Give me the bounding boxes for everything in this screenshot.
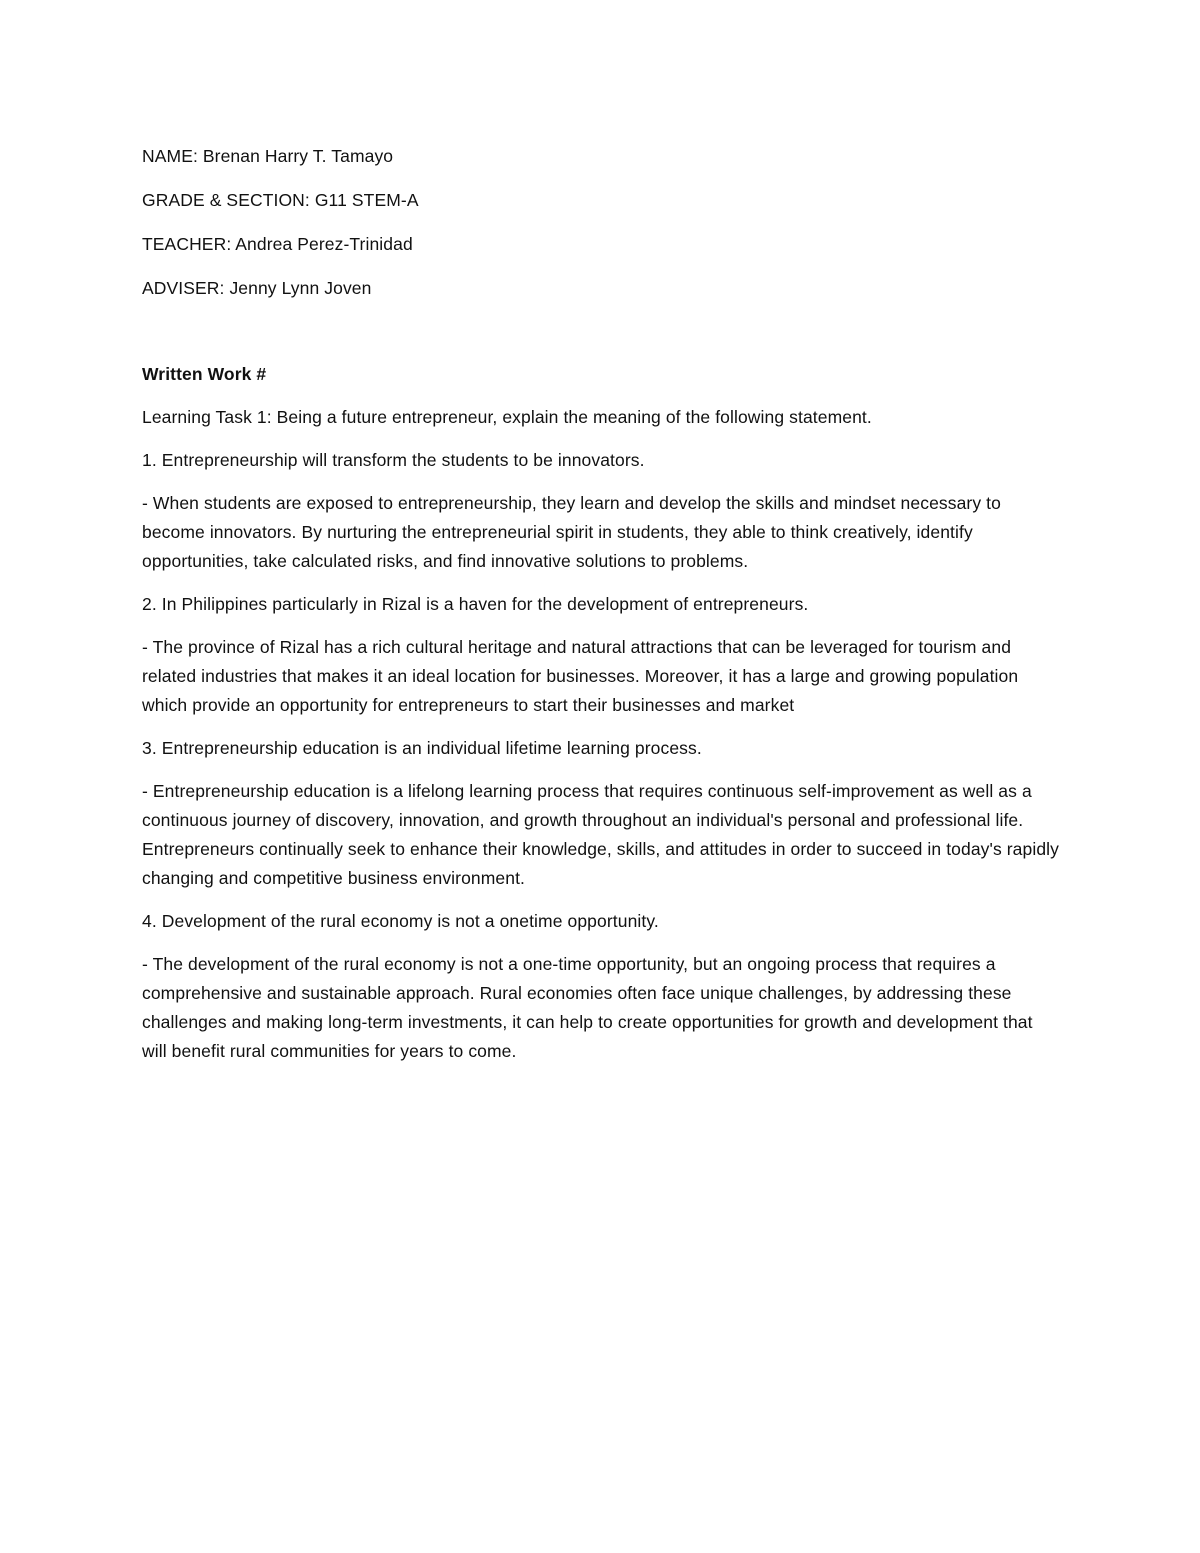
teacher-line: TEACHER: Andrea Perez-Trinidad — [142, 234, 413, 254]
answer-1: - When students are exposed to entrepreneurship, they learn and develop the skills and mindset necessary to become innovators. By nurturing the entrepreneurial spirit in students, they able to think creatively, identify opportunities, take calculated risks, and find innovative solutions to problems. — [142, 493, 1001, 571]
adviser-line: ADVISER: Jenny Lynn Joven — [142, 278, 372, 298]
header-spacer — [142, 318, 1062, 360]
name-line: NAME: Brenan Harry T. Tamayo — [142, 146, 394, 166]
statement-3: 3. Entrepreneurship education is an individual lifetime learning process. — [142, 738, 702, 758]
answer-2: - The province of Rizal has a rich cultural heritage and natural attractions that can be leveraged for tourism and related industries that makes it an ideal location for businesses. Moreover, it has a large and growing population which provide an opportunity for entrepreneurs to start their businesses and market — [142, 637, 1019, 715]
answer-4: - The development of the rural economy is not a one-time opportunity, but an ongoing process that requires a comprehensive and sustainable approach. Rural economies often face unique challenges, by addressing these challenges and making long-term investments, it can help to create opportunities for growth and development that will benefit rural communities for years to come. — [142, 954, 1033, 1061]
learning-task-prompt: Learning Task 1: Being a future entrepreneur, explain the meaning of the following statement. — [142, 407, 872, 427]
statement-2: 2. In Philippines particularly in Rizal is a haven for the development of entrepreneurs. — [142, 594, 809, 614]
statement-1: 1. Entrepreneurship will transform the students to be innovators. — [142, 450, 645, 470]
statement-4: 4. Development of the rural economy is not a onetime opportunity. — [142, 911, 659, 931]
document-content — [142, 142, 1062, 1080]
written-work-title: Written Work # — [142, 364, 267, 384]
grade-section-line: GRADE & SECTION: G11 STEM-A — [142, 190, 419, 210]
answer-3: - Entrepreneurship education is a lifelong learning process that requires continuous self-improvement as well as a continuous journey of discovery, innovation, and growth throughout an individual's personal and professional life. Entrepreneurs continually seek to enhance their knowledge, skills, and attitudes in order to succeed in today's rapidly changing and competitive business environment. — [142, 781, 1060, 888]
